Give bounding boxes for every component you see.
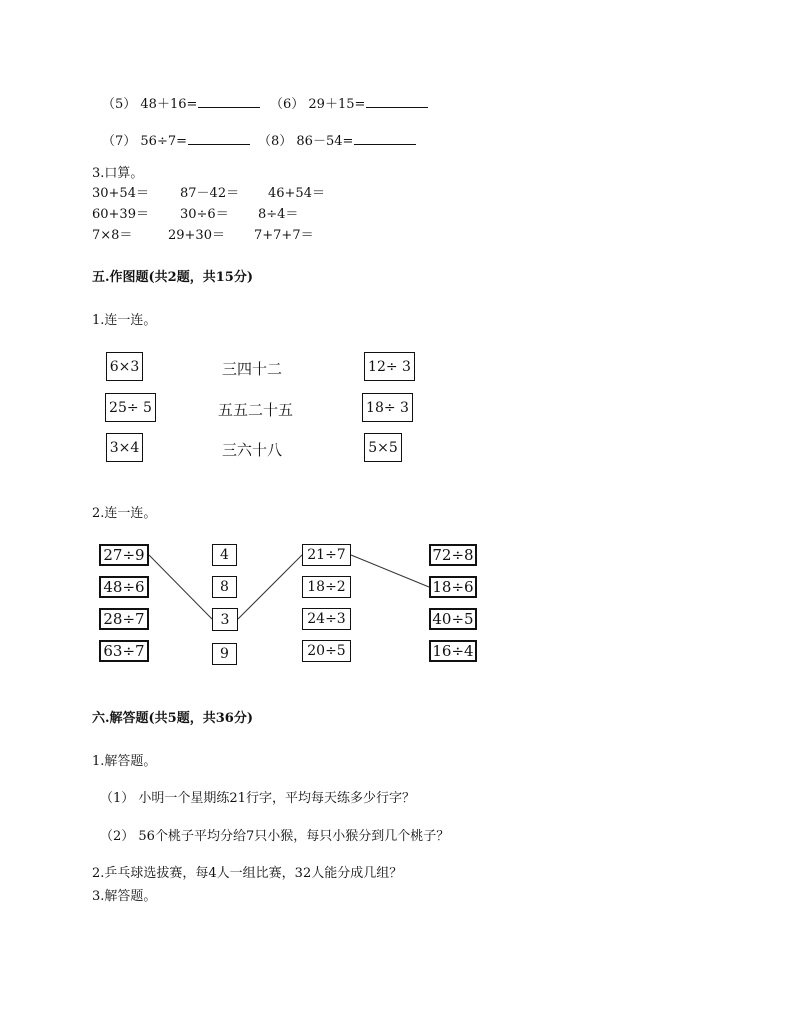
- expr-card-col4[interactable]: 72÷8: [429, 544, 477, 566]
- mental-math-item: 46+54＝: [268, 186, 325, 201]
- number-card[interactable]: 9: [212, 643, 237, 665]
- section-5-q2-title: 2.连一连。: [92, 506, 157, 521]
- mental-math-item: 30÷6＝: [180, 207, 229, 222]
- section-5-heading: 五.作图题(共2题，共15分): [92, 270, 253, 285]
- match-left-card[interactable]: 3×4: [106, 433, 143, 462]
- connection-line-21div7-18div6: [351, 555, 429, 587]
- match-right-card[interactable]: 12÷ 3: [364, 352, 415, 381]
- mental-math-item: 87－42＝: [180, 186, 240, 201]
- expr-card-col4[interactable]: 16÷4: [429, 640, 477, 662]
- mental-math-item: 7+7+7＝: [254, 228, 314, 243]
- mental-math-item: 60+39＝: [92, 207, 149, 222]
- connection-line-27div9-3: [149, 555, 212, 619]
- expr-card-col3[interactable]: 24÷3: [302, 608, 351, 630]
- match-middle-verse[interactable]: 三四十二: [222, 360, 283, 378]
- match-middle-verse[interactable]: 五五二十五: [218, 401, 294, 419]
- match-right-card[interactable]: 5×5: [364, 433, 402, 462]
- expr-card-col3[interactable]: 20÷5: [302, 640, 351, 662]
- section-6-q3-title: 3.解答题。: [92, 889, 157, 904]
- match-left-card[interactable]: 25÷ 5: [105, 393, 156, 422]
- expr-card-col1[interactable]: 63÷7: [99, 640, 149, 662]
- mental-math-item: 29+30＝: [168, 228, 225, 243]
- match-left-card[interactable]: 6×3: [106, 352, 143, 381]
- expr-card-col4[interactable]: 40÷5: [429, 608, 477, 630]
- problem-6-text: （6） 29＋15=: [270, 97, 366, 112]
- mental-math-item: 8÷4＝: [258, 207, 299, 222]
- section-6-q2: 2.乒乓球选拔赛，每4人一组比赛，32人能分成几组？: [92, 866, 403, 881]
- match-right-card[interactable]: 18÷ 3: [362, 393, 413, 422]
- expr-card-col1[interactable]: 27÷9: [99, 544, 149, 566]
- number-card[interactable]: 8: [212, 576, 237, 598]
- problem-7-text: （7） 56÷7=: [102, 134, 188, 149]
- expr-card-col3[interactable]: 21÷7: [302, 544, 351, 566]
- mental-math-item: 7×8＝: [92, 228, 133, 243]
- mental-math-item: 30+54＝: [92, 186, 149, 201]
- section-6-q1-title: 1.解答题。: [92, 754, 157, 769]
- problem-5-text: （5） 48＋16=: [102, 97, 198, 112]
- question-3-title: 3.口算。: [92, 166, 144, 181]
- number-card[interactable]: 4: [212, 544, 237, 566]
- word-problem-2: （2） 56个桃子平均分给7只小猴，每只小猴分到几个桃子？: [100, 829, 450, 844]
- expr-card-col1[interactable]: 48÷6: [99, 576, 149, 598]
- expr-card-col1[interactable]: 28÷7: [99, 608, 149, 630]
- section-6-heading: 六.解答题(共5题，共36分): [92, 711, 253, 726]
- problem-8-text: （8） 86－54=: [258, 134, 354, 149]
- word-problem-1: （1） 小明一个星期练21行字，平均每天练多少行字？: [100, 791, 415, 806]
- expr-card-col4[interactable]: 18÷6: [429, 576, 477, 598]
- section-5-q1-title: 1.连一连。: [92, 313, 157, 328]
- expr-card-col3[interactable]: 18÷2: [302, 576, 351, 598]
- connection-line-3-21div7: [238, 555, 302, 619]
- match-middle-verse[interactable]: 三六十八: [222, 441, 283, 459]
- number-card[interactable]: 3: [212, 608, 238, 631]
